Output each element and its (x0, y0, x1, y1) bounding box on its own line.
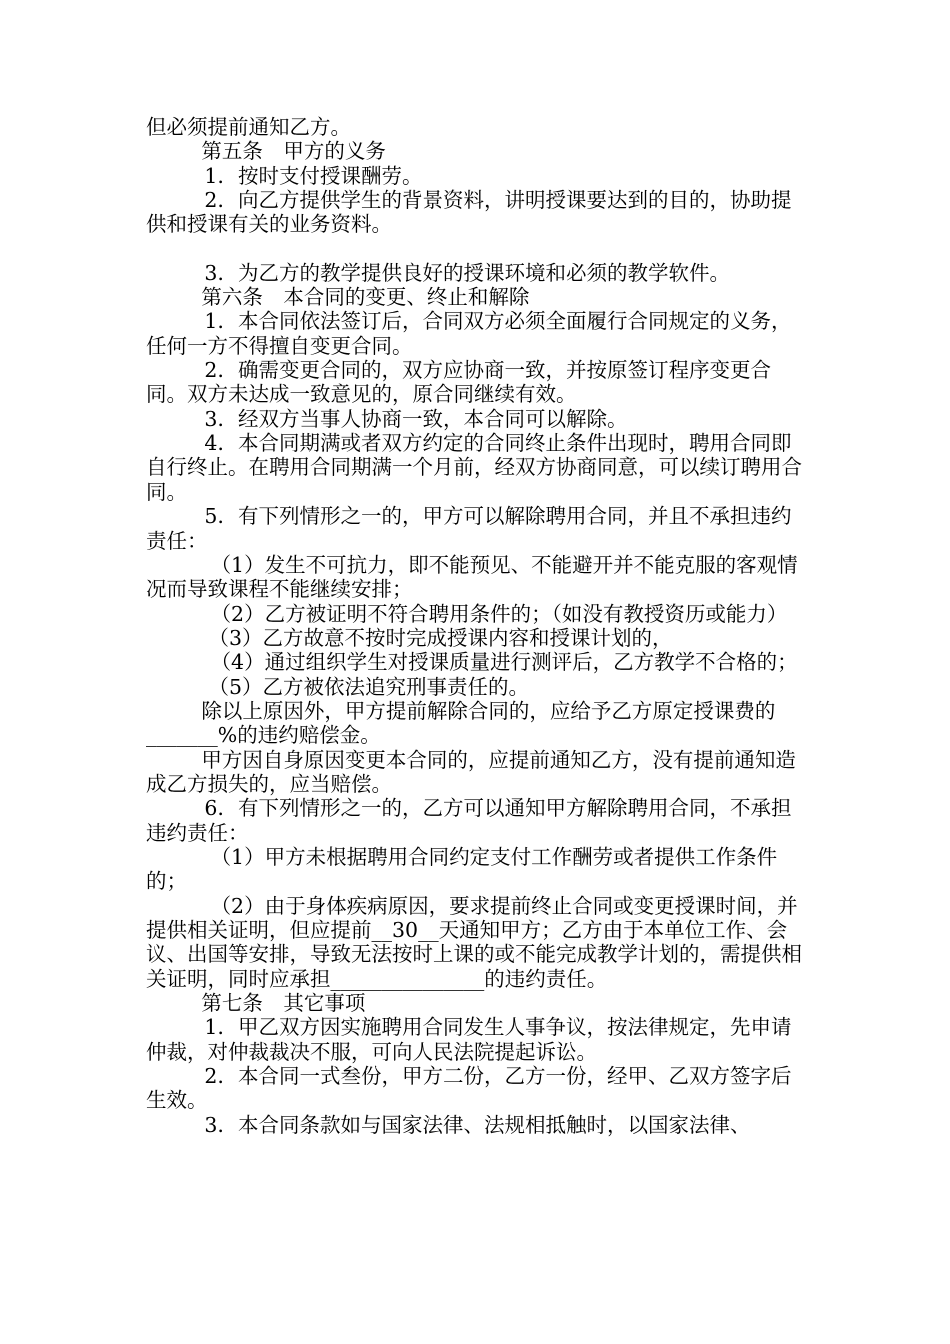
paragraph: 4．本合同期满或者双方约定的合同终止条件出现时，聘用合同即自行终止。在聘用合同期满一个月前，经双方协商同意，可以续订聘用合同。 (146, 431, 802, 504)
blank-line (146, 237, 810, 261)
paragraph: 除以上原因外，甲方提前解除合同的，应给予乙方原定授课费的_______%的违约赔偿金。 (146, 698, 776, 748)
section-heading-7: 第七条 其它事项 (201, 991, 366, 1016)
sub-item: （1）发生不可抗力，即不能预见、不能避开并不能克服的客观情况而导致课程不能继续安排； (146, 552, 798, 602)
paragraph: 1．本合同依法签订后，合同双方必须全面履行合同规定的义务，任何一方不得擅自变更合同。 (146, 309, 792, 358)
document-body (146, 115, 810, 1137)
paragraph: 2．向乙方提供学生的背景资料，讲明授课要达到的目的，协助提供和授课有关的业务资料。 (146, 188, 792, 237)
sub-item: （2）乙方被证明不符合聘用条件的；（如没有教授资历或能力） (210, 601, 788, 626)
sub-item: （1）甲方未根据聘用合同约定支付工作酬劳或者提供工作条件的； (146, 844, 778, 894)
paragraph: 1．按时支付授课酬劳。 (204, 163, 423, 188)
paragraph: 3．经双方当事人协商一致，本合同可以解除。 (204, 406, 628, 431)
paragraph: 甲方因自身原因变更本合同的，应提前通知乙方，没有提前通知造成乙方损失的，应当赔偿。 (146, 747, 796, 796)
section-heading-6: 第六条 本合同的变更、终止和解除 (201, 285, 530, 310)
sub-item: （3）乙方故意不按时完成授课内容和授课计划的， (208, 625, 673, 650)
paragraph: 3．本合同条款如与国家法律、法规相抵触时，以国家法律、 (204, 1112, 751, 1137)
sub-item: （2）由于身体疾病原因，要求提前终止合同或变更授课时间，并提供相关证明，但应提前__30__天通知甲方；乙方由于本单位工作、会议、出国等安排，导致无法按时上课的或不能完成教学计划的，需提供相关证明，同时应承担_______________的违约责任。 (146, 893, 802, 991)
paragraph: 1．甲乙双方因实施聘用合同发生人事争议，按法律规定，先申请仲裁，对仲裁裁决不服，可向人民法院提起诉讼。 (146, 1015, 792, 1064)
sub-item: （4）通过组织学生对授课质量进行测评后，乙方教学不合格的； (210, 650, 798, 675)
paragraph: 2．确需变更合同的，双方应协商一致，并按原签订程序变更合同。双方未达成一致意见的，原合同继续有效。 (146, 358, 771, 407)
sub-item: （5）乙方被依法追究刑事责任的。 (208, 674, 530, 699)
paragraph: 6．有下列情形之一的，乙方可以通知甲方解除聘用合同，不承担违约责任： (146, 796, 792, 845)
paragraph: 5．有下列情形之一的，甲方可以解除聘用合同，并且不承担违约责任： (146, 504, 792, 553)
paragraph: 2．本合同一式叁份，甲方二份，乙方一份，经甲、乙双方签字后生效。 (146, 1064, 792, 1113)
section-heading-5: 第五条 甲方的义务 (201, 139, 386, 164)
paragraph: 3．为乙方的教学提供良好的授课环境和必须的教学软件。 (204, 260, 730, 285)
paragraph: 但必须提前通知乙方。 (146, 115, 351, 139)
